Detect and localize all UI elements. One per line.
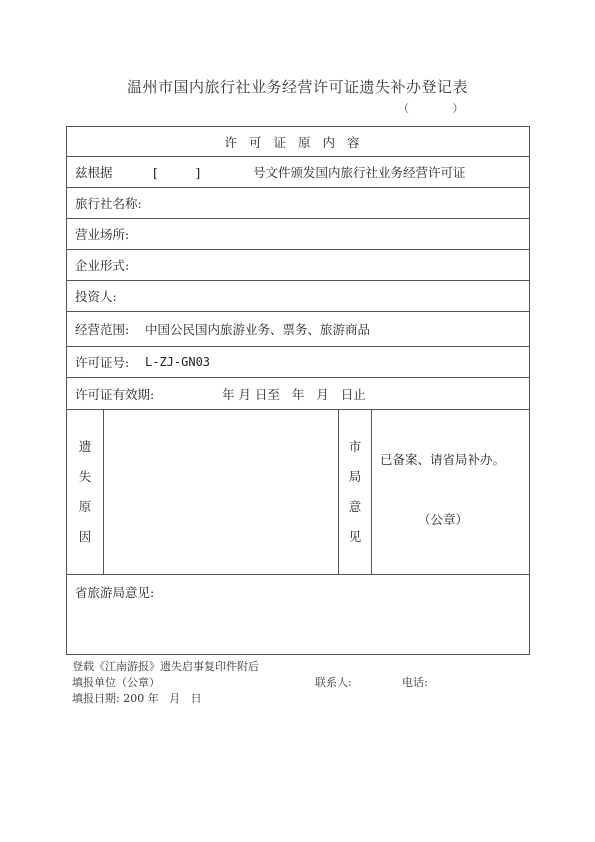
city-opinion-cell (372, 410, 529, 574)
loss-reason-char: 失 (78, 469, 92, 484)
scope-value: 中国公民国内旅游业务、票务、旅游商品 (145, 322, 371, 337)
validity-label: 许可证有效期: (75, 386, 155, 402)
license-no-row (67, 347, 529, 378)
loss-reason-field[interactable] (104, 410, 339, 574)
city-bureau-char: 市 (348, 439, 362, 454)
footer-date: 填报日期: 200 年 月 日 (72, 692, 202, 705)
agency-name-label: 旅行社名称: (75, 196, 142, 211)
footer-contact: 联系人: (315, 676, 352, 689)
title-parenthesis: （ ） (398, 102, 484, 115)
scope-label: 经营范围: (75, 322, 130, 337)
validity-row[interactable] (67, 378, 529, 410)
footer-note: 登载《江南游报》遗失启事复印件附后 (72, 660, 259, 673)
license-no-label: 许可证号: (75, 355, 130, 370)
city-bureau-char: 局 (348, 469, 362, 484)
opinion-row (67, 410, 529, 575)
city-bureau-char: 意 (348, 499, 362, 514)
form-header-row (67, 127, 529, 157)
city-bureau-char: 见 (348, 529, 362, 544)
basis-label: 兹根据 (75, 165, 113, 180)
form-header: 许可证原内容 (224, 134, 372, 150)
loss-reason-label-cell (67, 410, 104, 574)
investor-label: 投资人: (75, 289, 117, 304)
footer-phone: 电话: (402, 676, 428, 689)
city-bureau-label (339, 432, 371, 552)
license-no-value: L-ZJ-GN03 (145, 355, 211, 369)
city-opinion-text: 已备案、请省局补办。 (380, 452, 506, 467)
basis-suffix: 号文件颁发国内旅行社业务经营许可证 (253, 165, 466, 180)
basis-bracket[interactable]: [ ] (153, 165, 201, 180)
business-place-row[interactable] (67, 219, 529, 250)
seal-text: （公章） (418, 512, 469, 527)
loss-reason-char: 遗 (78, 439, 92, 454)
province-opinion-row[interactable] (67, 575, 529, 654)
investor-row[interactable] (67, 281, 529, 312)
page-title: 温州市国内旅行社业务经营许可证遗失补办登记表 (126, 78, 468, 96)
loss-reason-label (67, 432, 103, 552)
loss-reason-char: 因 (78, 529, 92, 544)
enterprise-form-label: 企业形式: (75, 258, 130, 273)
footer-unit: 填报单位（公章） (72, 676, 160, 689)
scope-row (67, 312, 529, 347)
business-place-label: 营业场所: (75, 227, 130, 242)
loss-reason-char: 原 (78, 499, 92, 514)
province-opinion-label: 省旅游局意见: (75, 585, 155, 600)
registration-form (66, 126, 530, 655)
city-bureau-label-cell (339, 410, 372, 574)
agency-name-row[interactable] (67, 188, 529, 219)
validity-value: 年 月 日至 年 月 日止 (222, 386, 366, 402)
basis-row (67, 157, 529, 188)
enterprise-form-row[interactable] (67, 250, 529, 281)
